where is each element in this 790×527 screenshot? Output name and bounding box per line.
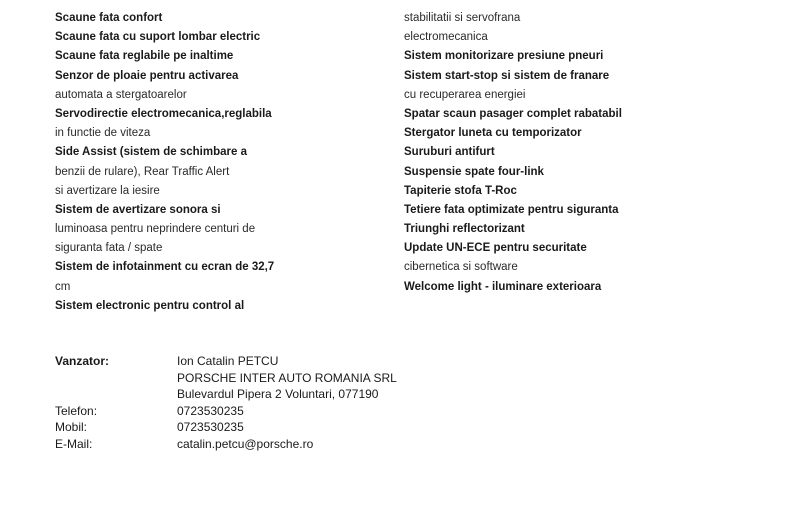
- equipment-item: Sistem start-stop si sistem de franare: [404, 69, 610, 82]
- seller-row: [55, 353, 397, 370]
- address-row: [55, 386, 397, 403]
- equipment-item-continuation: cu recuperarea energiei: [404, 88, 526, 101]
- equipment-item: Suruburi antifurt: [404, 146, 495, 159]
- equipment-item-continuation: cibernetica si software: [404, 261, 518, 274]
- equipment-list-right: [404, 9, 784, 297]
- equipment-item: Sistem monitorizare presiune pneuri: [404, 50, 604, 63]
- company-name: PORSCHE INTER AUTO ROMANIA SRL: [177, 370, 397, 385]
- equipment-item: Side Assist (sistem de schimbare a: [55, 146, 247, 159]
- equipment-item-continuation: si avertizare la iesire: [55, 184, 160, 197]
- equipment-item: Spatar scaun pasager complet rabatabil: [404, 107, 622, 120]
- equipment-item: Sistem electronic pentru control al: [55, 299, 245, 312]
- email-address[interactable]: catalin.petcu@porsche.ro: [177, 436, 314, 451]
- equipment-item-continuation: benzii de rulare), Rear Traffic Alert: [55, 165, 230, 178]
- mobile-label: Mobil:: [55, 420, 88, 435]
- equipment-item-continuation: cm: [55, 280, 71, 293]
- address: Bulevardul Pipera 2 Voluntari, 077190: [177, 387, 379, 402]
- equipment-item: Update UN-ECE pentru securitate: [404, 242, 587, 255]
- equipment-item: Sistem de avertizare sonora si: [55, 203, 221, 216]
- mobile-number[interactable]: 0723530235: [177, 420, 244, 435]
- equipment-item-continuation: luminoasa pentru neprindere centuri de: [55, 223, 256, 236]
- equipment-item: Welcome light - iluminare exterioara: [404, 280, 602, 293]
- equipment-item: Sistem de infotainment cu ecran de 32,7: [55, 261, 275, 274]
- equipment-item-continuation: automata a stergatoarelor: [55, 88, 187, 101]
- mobile-row: [55, 419, 397, 436]
- equipment-item: Scaune fata cu suport lombar electric: [55, 31, 261, 44]
- email-label: E-Mail:: [55, 436, 93, 451]
- equipment-item-continuation: stabilitatii si servofrana: [404, 12, 521, 24]
- equipment-list-left: [55, 9, 385, 316]
- company-row: [55, 370, 397, 387]
- phone-row: [55, 403, 397, 420]
- equipment-item: Scaune fata reglabile pe inaltime: [55, 50, 234, 63]
- equipment-item: Scaune fata confort: [55, 12, 163, 24]
- seller-label: Vanzator:: [55, 354, 110, 368]
- phone-number[interactable]: 0723530235: [177, 403, 244, 418]
- seller-contact-block: [55, 353, 397, 453]
- phone-label: Telefon:: [55, 403, 98, 418]
- equipment-item-continuation: in functie de viteza: [55, 127, 151, 140]
- seller-name: Ion Catalin PETCU: [177, 354, 279, 368]
- equipment-item-continuation: siguranta fata / spate: [55, 242, 163, 255]
- equipment-item: Servodirectie electromecanica,reglabila: [55, 107, 272, 120]
- equipment-item: Triunghi reflectorizant: [404, 223, 525, 236]
- equipment-item: Suspensie spate four-link: [404, 165, 544, 178]
- equipment-item-continuation: electromecanica: [404, 31, 488, 44]
- email-row: [55, 436, 397, 453]
- equipment-item: Tetiere fata optimizate pentru siguranta: [404, 203, 619, 216]
- equipment-item: Tapiterie stofa T-Roc: [404, 184, 517, 197]
- equipment-item: Senzor de ploaie pentru activarea: [55, 69, 239, 82]
- equipment-item: Stergator luneta cu temporizator: [404, 127, 582, 140]
